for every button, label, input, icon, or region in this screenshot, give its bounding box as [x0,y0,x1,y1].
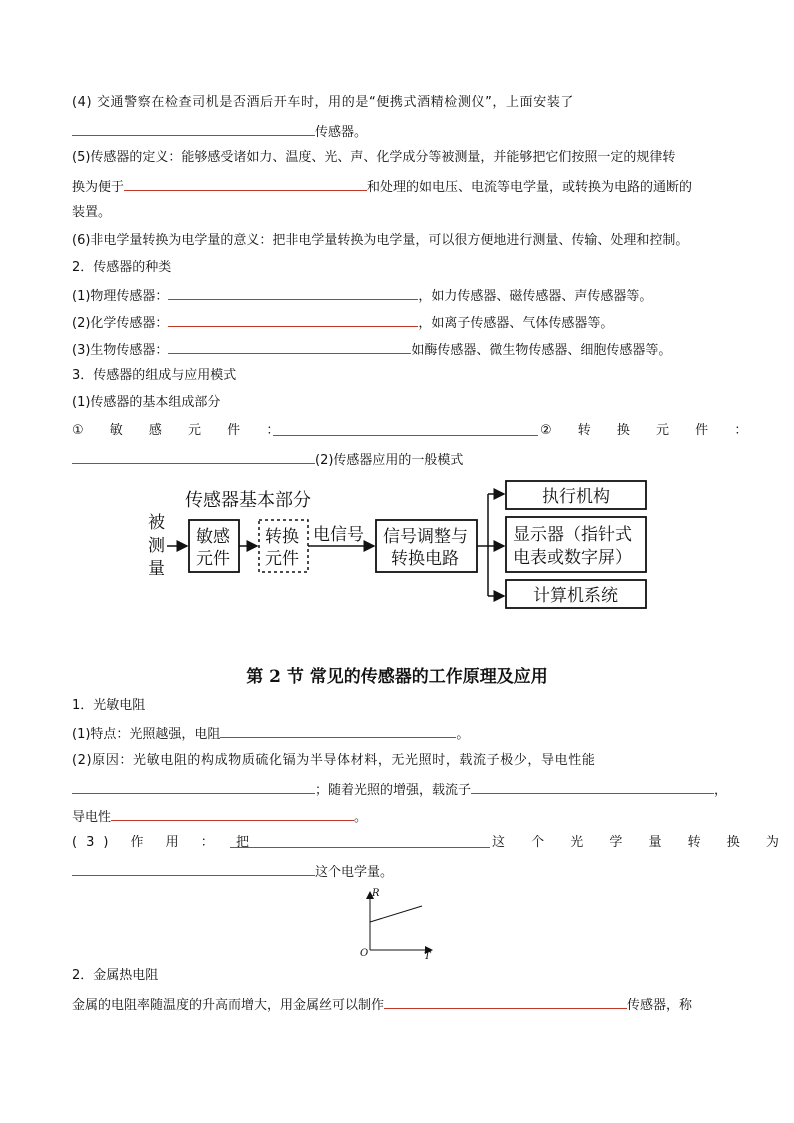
use-mid: 这 个 光 学 量 转 换 为 [492,835,790,850]
use2-post: 这个电学量。 [315,865,394,880]
q4-after: 传感器。 [315,125,368,140]
section-title: 第 2 节 常见的传感器的工作原理及应用 [246,667,548,687]
out3-label: 计算机系统 [533,586,618,606]
use-blank-2[interactable] [72,861,315,876]
conv-label-2: 元件 [265,549,299,569]
input-label-3: 量 [148,559,165,579]
chem-post: ，如离子传感器、气体传感器等。 [418,316,614,331]
input-label-2: 测 [148,536,165,556]
basic-text: (1)传感器的基本组成部分 [72,395,221,410]
metal-blank[interactable] [384,994,627,1009]
feat-line [72,723,469,745]
use-blank-wrap [230,833,490,855]
graph-origin: O [360,948,369,959]
conv-pre: ② 转 换 元 件 ： [540,423,759,438]
feat-blank[interactable] [220,723,456,738]
input-label-1: 被 [148,513,165,533]
sens-label-2: 元件 [196,549,230,569]
metal-line [72,994,692,1016]
graph-x-label: T [424,951,431,962]
cause-line [72,751,595,771]
cause3-pre: 导电性 [72,810,112,825]
cause-mid: ；随着光照的增强，载流子 [315,783,472,798]
cause3-post: 。 [354,810,368,825]
conv-label-1: 转换 [265,527,299,547]
out2-label-2: 电表或数字屏） [513,548,632,568]
q4-text: (4) 交通警察在检查司机是否酒后开车时，用的是“便携式酒精检测仪”，上面安装了 [72,95,575,110]
cause-text: (2)原因：光敏电阻的构成物质硫化镉为半导体材料，无光照时，载流子极少，导电性能 [72,753,596,768]
sens-label-1: 敏感 [196,527,230,547]
s2-heading-1 [72,696,145,716]
mode-text: (2)传感器应用的一般模式 [315,453,464,468]
adj-label-2: 转换电路 [391,549,459,569]
cause-blank-1[interactable] [72,779,315,794]
bio-pre: (3)生物传感器： [72,343,169,358]
phys-pre: (1)物理传感器： [72,289,169,304]
feat-post: 。 [456,727,470,742]
cause-end: ， [714,783,728,798]
feat-pre: (1)特点：光照越强，电阻 [72,727,221,742]
metal-pre: 金属的电阻率随温度的升高而增大，用金属丝可以制作 [72,998,385,1013]
use-mid-wrap [492,833,790,853]
adj-label-1: 信号调整与 [383,527,468,547]
s2-heading-2-text: 2．金属热电阻 [72,968,159,983]
cause-line3 [72,806,367,828]
s2-heading-2 [72,966,158,986]
use-line2 [72,861,393,883]
graph-y-label: R [372,888,380,899]
graph-line [370,906,422,922]
chem-pre: (2)化学传感器： [72,316,169,331]
heading-2-text: 2．传感器的种类 [72,260,172,275]
q6-text: (6)非电学量转换为电学量的意义：把非电学量转换为电学量，可以很方便地进行测量、传输、处理和控制。 [72,233,689,248]
metal-post: 传感器，称 [627,998,693,1013]
bio-post: 如酶传感器、微生物传感器、细胞传感器等。 [411,343,672,358]
cause-blank-3[interactable] [111,806,354,821]
out1-label: 执行机构 [542,487,610,507]
use-blank-1[interactable] [230,833,490,848]
cause-blank-2[interactable] [471,779,714,794]
diagram-header: 传感器基本部分 [185,490,311,511]
heading-3-text: 3．传感器的组成与应用模式 [72,368,237,383]
q5-pre: 换为便于 [72,180,125,195]
sens-pre: ① 敏 感 元 件 ： [72,423,291,438]
q5-post: 和处理的如电压、电流等电学量，或转换为电路的通断的 [367,180,693,195]
q5-text: (5)传感器的定义：能够感受诸如力、温度、光、声、化学成分等被测量，并能够把它们按照一定的规律转 [72,150,676,165]
cause-line2 [72,779,727,801]
use-pre: (3) 作 用 ： 把 [72,835,258,850]
out2-label-1: 显示器（指针式 [513,525,632,545]
signal-label: 电信号 [313,525,364,545]
q5-end: 装置。 [72,205,112,220]
phys-post: ，如力传感器、磁传感器、声传感器等。 [418,289,653,304]
s2-heading-1-text: 1．光敏电阻 [72,698,146,713]
